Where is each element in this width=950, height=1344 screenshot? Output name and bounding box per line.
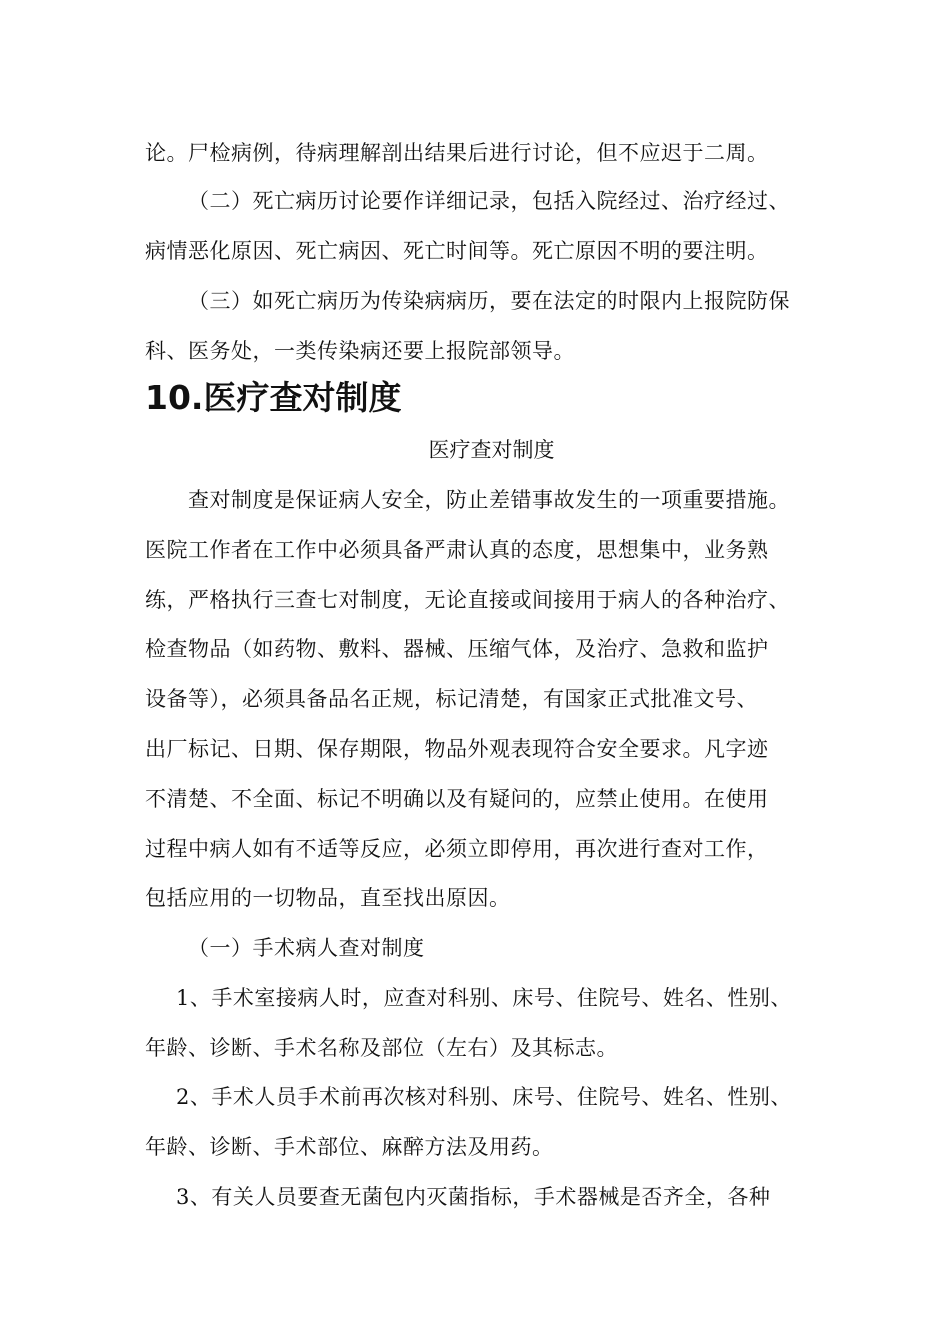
paragraph-line: 医院工作者在工作中必须具备严肃认真的态度，思想集中，业务熟 (145, 538, 769, 562)
subsection-heading: （一）手术病人查对制度 (188, 936, 425, 960)
paragraph-line: 过程中病人如有不适等反应，必须立即停用，再次进行查对工作， (145, 837, 769, 861)
paragraph-line: 年龄、诊断、手术部位、麻醉方法及用药。 (145, 1135, 554, 1159)
section-heading: 10.医疗查对制度 (145, 378, 402, 417)
list-item: 2、手术人员手术前再次核对科别、床号、住院号、姓名、性别、 (176, 1085, 792, 1109)
paragraph-line: 科、医务处，一类传染病还要上报院部领导。 (145, 339, 575, 363)
section-subtitle: 医疗查对制度 (428, 438, 555, 462)
paragraph-line: 年龄、诊断、手术名称及部位（左右）及其标志。 (145, 1036, 618, 1060)
paragraph-line: 包括应用的一切物品，直至找出原因。 (145, 886, 511, 910)
paragraph-line: 论。尸检病例，待病理解剖出结果后进行讨论，但不应迟于二周。 (145, 141, 769, 165)
paragraph-line: 检查物品（如药物、敷料、器械、压缩气体，及治疗、急救和监护 (145, 637, 769, 661)
paragraph-line: 查对制度是保证病人安全，防止差错事故发生的一项重要措施。 (188, 488, 790, 512)
paragraph-line: 设备等），必须具备品名正规，标记清楚，有国家正式批准文号、 (145, 687, 758, 711)
paragraph-line: 出厂标记、日期、保存期限，物品外观表现符合安全要求。凡字迹 (145, 737, 769, 761)
paragraph-line: 不清楚、不全面、标记不明确以及有疑问的，应禁止使用。在使用 (145, 787, 769, 811)
paragraph-line: （三）如死亡病历为传染病病历，要在法定的时限内上报院防保 (188, 289, 790, 313)
paragraph-line: 练，严格执行三查七对制度，无论直接或间接用于病人的各种治疗、 (145, 588, 790, 612)
paragraph-line: 病情恶化原因、死亡病因、死亡时间等。死亡原因不明的要注明。 (145, 239, 769, 263)
list-item: 1、手术室接病人时，应查对科别、床号、住院号、姓名、性别、 (176, 986, 792, 1010)
paragraph-line: （二）死亡病历讨论要作详细记录，包括入院经过、治疗经过、 (188, 189, 790, 213)
list-item: 3、有关人员要查无菌包内灭菌指标，手术器械是否齐全，各种 (176, 1185, 771, 1209)
